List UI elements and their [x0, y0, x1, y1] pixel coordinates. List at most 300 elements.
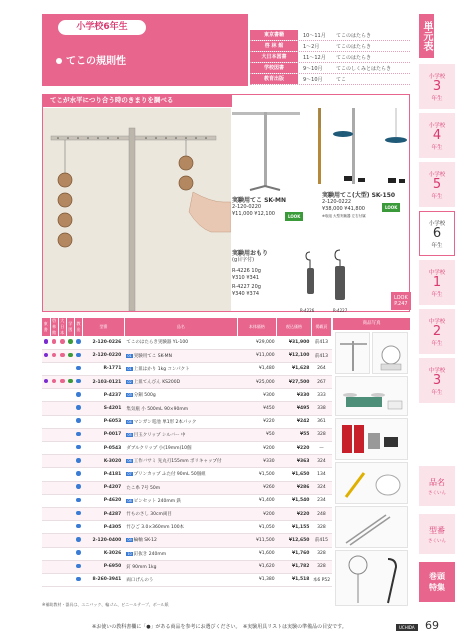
- publisher-months: 1〜2月: [303, 43, 320, 50]
- textbook-dot-cell: [50, 336, 58, 349]
- product-name: 上皿てんびん KS200D: [133, 380, 181, 386]
- product-price: ¥300: [237, 389, 276, 402]
- table-row: [42, 336, 332, 349]
- grade-number: 5: [432, 176, 442, 192]
- col-header: 教出: [74, 318, 82, 336]
- product-page: 328: [311, 547, 331, 560]
- photo-cell: [335, 506, 408, 548]
- product-code: P-4305: [83, 521, 125, 534]
- textbook-dot-cell: [42, 547, 50, 560]
- product-name-cell: [124, 560, 237, 573]
- product-tax-price: ¥330: [277, 389, 312, 402]
- textbook-dot-cell: [42, 455, 50, 468]
- product-price: ¥200: [237, 507, 276, 520]
- textbook-dot-cell: [42, 494, 50, 507]
- weights-info: [232, 250, 268, 298]
- textbook-dot-cell: [42, 362, 50, 375]
- publisher-name: 東京書籍: [250, 30, 298, 40]
- special-label-2: 特集: [429, 583, 445, 592]
- photo-lever-yl: [336, 333, 371, 375]
- lever-large-note: ※取組 大型実験器 左右付属: [322, 214, 366, 218]
- adoption-dot-icon: [76, 458, 81, 463]
- photo-number-tag: 01: [127, 366, 132, 371]
- textbook-dot-cell: [74, 402, 82, 415]
- product-page: 前413: [311, 336, 331, 349]
- product-price: ¥1,600: [237, 547, 276, 560]
- textbook-dot-cell: [66, 415, 74, 428]
- product-price: ¥200: [237, 442, 276, 455]
- publisher-row: [250, 30, 410, 41]
- look-badge-small[interactable]: LOOK: [285, 212, 303, 221]
- photo-cell: [335, 550, 408, 606]
- photo-number-tag: 02: [127, 380, 132, 385]
- product-price: ¥50: [237, 428, 276, 441]
- col-header: 大日本: [58, 318, 66, 336]
- textbook-dot-cell: [50, 507, 58, 520]
- lever-small-price: ¥11,000: [232, 211, 253, 217]
- look-page-badge[interactable]: [391, 292, 411, 310]
- textbook-dot-cell: [50, 389, 58, 402]
- publisher-months: 10〜11月: [303, 32, 326, 39]
- adoption-dot-icon: [60, 339, 65, 344]
- product-code: 8-260-3941: [83, 573, 125, 586]
- grade-suffix: 年生: [431, 291, 443, 298]
- publisher-months: 9〜10月: [303, 76, 323, 83]
- textbook-dot-cell: [42, 336, 50, 349]
- adoption-dot-icon: [68, 353, 73, 358]
- grade-number: 2: [432, 323, 442, 339]
- table-row: [42, 442, 332, 455]
- product-name-cell: [124, 573, 237, 586]
- photo-number-tag: 08: [127, 498, 132, 503]
- textbook-dot-cell: [42, 507, 50, 520]
- adoption-dot-icon: [76, 564, 81, 569]
- publisher-name: 大日本図書: [250, 52, 298, 62]
- product-code: P-0543: [83, 442, 125, 455]
- grade-level: 小学校: [428, 122, 446, 129]
- weight-photo-label-left: R-4226: [300, 308, 315, 313]
- product-page: 361: [311, 415, 331, 428]
- product-price: ¥1,400: [237, 494, 276, 507]
- publisher-schedule-table: [250, 30, 410, 85]
- grade-level: 小学校: [428, 171, 446, 178]
- photo-balance: [336, 377, 409, 417]
- grade-suffix: 年生: [431, 242, 443, 249]
- model-index-label: 型番: [429, 525, 445, 535]
- grade-level: 中学校: [428, 367, 446, 374]
- product-tax-price: ¥1,760: [277, 547, 312, 560]
- col-header: 税込価格: [277, 318, 312, 336]
- product-tax-price: ¥12,650: [277, 534, 312, 547]
- textbook-dot-cell: [74, 389, 82, 402]
- product-code: 2-103-0121: [83, 376, 125, 389]
- section-title-text: てこの規則性: [66, 56, 126, 67]
- photo-number-tag: 04: [127, 419, 132, 424]
- textbook-dot-cell: [66, 402, 74, 415]
- publisher-name: 学校図書: [250, 63, 298, 73]
- adoption-dot-icon: [68, 339, 73, 344]
- textbook-dot-cell: [74, 415, 82, 428]
- adoption-dot-icon: [76, 550, 81, 555]
- photo-scale: [373, 333, 409, 375]
- adoption-dot-icon: [76, 577, 81, 582]
- publisher-topic: てこ: [336, 76, 347, 83]
- product-page: 324: [311, 481, 331, 494]
- adoption-dot-icon: [76, 339, 81, 344]
- adoption-dot-icon: [52, 353, 57, 358]
- product-name: たこ糸 7号 50m: [126, 485, 161, 491]
- product-name: 竹ひご 3.0×360mm 100本: [126, 525, 185, 531]
- textbook-dot-cell: [58, 494, 66, 507]
- textbook-dot-cell: [66, 349, 74, 362]
- adoption-dot-icon: [76, 353, 81, 358]
- product-price: ¥330: [237, 455, 276, 468]
- adoption-dot-icon: [60, 379, 65, 384]
- grade-number: 3: [432, 78, 442, 94]
- photo-number-tag: 10: [127, 551, 132, 556]
- table-row: [42, 507, 332, 520]
- product-page: 134: [311, 468, 331, 481]
- textbook-dot-cell: [50, 547, 58, 560]
- grade-number: 1: [432, 274, 442, 290]
- sidebar-item-jhs-3[interactable]: [419, 358, 455, 403]
- textbook-dot-cell: [58, 521, 66, 534]
- sidebar-item-elem-4[interactable]: [419, 113, 455, 158]
- product-page: 本6 P52: [311, 573, 331, 586]
- look-page-label: LOOK: [394, 295, 408, 301]
- table-row: [42, 560, 332, 573]
- publisher-months: 9〜10月: [303, 65, 323, 72]
- publisher-row: [250, 52, 410, 63]
- product-tax-price: ¥220: [277, 507, 312, 520]
- product-code: K-3026: [83, 547, 125, 560]
- grade-suffix: 年生: [431, 193, 443, 200]
- textbook-dot-cell: [66, 376, 74, 389]
- product-name-cell: [124, 442, 237, 455]
- photo-cell: [335, 418, 408, 460]
- grade-sidebar: [419, 14, 455, 592]
- product-name-cell: [124, 415, 237, 428]
- photo-number-tag: 09: [127, 538, 132, 543]
- textbook-dot-cell: [42, 534, 50, 547]
- product-price: ¥11,000: [237, 349, 276, 362]
- lever-demo-photo: [43, 108, 231, 311]
- publisher-name: 啓 林 館: [250, 41, 298, 51]
- textbook-dot-cell: [74, 481, 82, 494]
- table-header-row: [42, 318, 332, 336]
- product-page: 267: [311, 376, 331, 389]
- grade-suffix: 年生: [431, 340, 443, 347]
- textbook-dot-cell: [66, 534, 74, 547]
- weight-r4227-tax: ¥374: [246, 291, 260, 297]
- textbook-dot-cell: [66, 481, 74, 494]
- product-name-cell: [124, 507, 237, 520]
- photo-tweezers: [336, 507, 409, 549]
- textbook-dot-cell: [74, 336, 82, 349]
- product-price: ¥11,500: [237, 534, 276, 547]
- adoption-dot-icon: [76, 445, 81, 450]
- sidebar-item-elem-6[interactable]: [419, 211, 455, 256]
- table-row: [42, 468, 332, 481]
- weight-r4227-code: R-4227: [232, 284, 250, 290]
- publisher-months: 11〜12月: [303, 54, 326, 61]
- textbook-dot-cell: [74, 349, 82, 362]
- textbook-dot-cell: [74, 442, 82, 455]
- table-row: [42, 521, 332, 534]
- sidebar-unit-table-link[interactable]: 単元表: [419, 14, 434, 58]
- product-code: P-6053: [83, 415, 125, 428]
- adoption-dot-icon: [76, 511, 81, 516]
- product-tax-price: ¥31,900: [277, 336, 312, 349]
- product-price: ¥29,000: [237, 336, 276, 349]
- grade-suffix: 年生: [431, 389, 443, 396]
- product-tax-price: ¥55: [277, 428, 312, 441]
- product-tax-price: ¥1,540: [277, 494, 312, 507]
- product-tax-price: ¥1,650: [277, 468, 312, 481]
- photo-number-tag: 06: [127, 459, 132, 464]
- product-name-cell: [124, 336, 237, 349]
- textbook-dot-cell: [58, 573, 66, 586]
- publisher-topic: てこのはたらき: [336, 32, 372, 39]
- grade-suffix: 年生: [431, 144, 443, 151]
- textbook-dot-cell: [42, 481, 50, 494]
- footer-note: ※お使いの教科書欄に「●」がある商品を参考にお選びください。 ※実験用具リストは実験の準備品の目安です。: [92, 624, 347, 630]
- adoption-dot-icon: [76, 471, 81, 476]
- product-code: 2-120-0220: [83, 349, 125, 362]
- textbook-dot-cell: [42, 389, 50, 402]
- photo-cell: [335, 462, 408, 504]
- textbook-dot-cell: [66, 507, 74, 520]
- adoption-dot-icon: [52, 379, 57, 384]
- textbook-dot-cell: [74, 534, 82, 547]
- product-price: ¥1,620: [237, 560, 276, 573]
- product-name: マンガン電池 単1形 2本パック: [133, 419, 197, 425]
- weight-photo-label-right: R-4227: [333, 308, 348, 313]
- product-page: 328: [311, 560, 331, 573]
- adoption-dot-icon: [76, 484, 81, 489]
- product-name-cell: [124, 481, 237, 494]
- lever-large-tax: ¥41,800: [344, 206, 365, 212]
- product-code: S-4201: [83, 402, 125, 415]
- product-code: R-1771: [83, 362, 125, 375]
- table-row: [42, 547, 332, 560]
- textbook-dot-cell: [50, 362, 58, 375]
- textbook-dot-cell: [74, 547, 82, 560]
- product-tax-price: ¥1,782: [277, 560, 312, 573]
- sidebar-model-index[interactable]: [419, 514, 455, 554]
- textbook-dot-cell: [50, 376, 58, 389]
- grade-suffix: 年生: [431, 95, 443, 102]
- textbook-dot-cell: [58, 389, 66, 402]
- product-page: 328: [311, 428, 331, 441]
- weights-title: 実験用おもり: [232, 250, 269, 257]
- photo-cell: [335, 332, 370, 374]
- photo-scissors-cup: [336, 463, 409, 505]
- special-label-1: 巻頭: [429, 572, 445, 581]
- product-price: ¥1,380: [237, 573, 276, 586]
- model-index-sub: さくいん: [428, 538, 446, 544]
- photo-number-tag: 05: [127, 432, 132, 437]
- product-price: ¥220: [237, 415, 276, 428]
- textbook-dot-cell: [66, 494, 74, 507]
- col-header: 東書: [42, 318, 50, 336]
- table-row: [42, 573, 332, 586]
- textbook-dot-cell: [58, 428, 66, 441]
- textbook-dot-cell: [50, 560, 58, 573]
- textbook-dot-cell: [42, 442, 50, 455]
- bullet-icon: [56, 58, 62, 64]
- product-name: 竹ものさし 30cm両目: [126, 512, 172, 518]
- product-name: 目玉クリップ シルバー 中: [133, 432, 186, 438]
- textbook-dot-cell: [50, 428, 58, 441]
- adoption-dot-icon: [76, 379, 81, 384]
- adoption-dot-icon: [44, 379, 49, 384]
- textbook-dot-cell: [58, 415, 66, 428]
- sidebar-name-index[interactable]: [419, 466, 455, 506]
- textbook-dot-cell: [66, 389, 74, 402]
- table-row: [42, 534, 332, 547]
- look-badge-large[interactable]: LOOK: [382, 203, 400, 212]
- product-code: P-6950: [83, 560, 125, 573]
- textbook-dot-cell: [74, 521, 82, 534]
- textbook-dot-cell: [66, 573, 74, 586]
- col-header: 本体価格: [237, 318, 276, 336]
- textbook-dot-cell: [74, 376, 82, 389]
- adoption-dot-icon: [76, 366, 81, 371]
- textbook-dot-cell: [58, 547, 66, 560]
- table-row: [42, 415, 332, 428]
- textbook-dot-cell: [58, 336, 66, 349]
- product-name: 集気瓶 小 500mL 90×90mm: [126, 406, 189, 412]
- lever-small-code: 2-120-0220: [232, 204, 262, 210]
- adoption-dot-icon: [76, 537, 81, 542]
- product-code: 2-120-0226: [83, 336, 125, 349]
- product-name-cell: [124, 455, 237, 468]
- product-price: ¥260: [237, 481, 276, 494]
- product-page: 324: [311, 455, 331, 468]
- textbook-dot-cell: [42, 428, 50, 441]
- textbook-dot-cell: [58, 376, 66, 389]
- textbook-dot-cell: [42, 521, 50, 534]
- textbook-dot-cell: [58, 481, 66, 494]
- publisher-topic: てこのしくみとはたらき: [336, 65, 392, 72]
- product-name: 両口げんのう: [126, 577, 154, 583]
- table-row: [42, 428, 332, 441]
- weight-hooks-illustration: [292, 248, 362, 308]
- sidebar-item-elem-5[interactable]: [419, 162, 455, 207]
- product-tax-price: ¥1,155: [277, 521, 312, 534]
- textbook-dot-cell: [58, 534, 66, 547]
- product-code: P-0017: [83, 428, 125, 441]
- product-name-cell: [124, 547, 237, 560]
- product-code: P-4620: [83, 494, 125, 507]
- weight-r4226-price: ¥310: [232, 275, 245, 281]
- photo-number-tag: 01: [127, 353, 132, 358]
- textbook-dot-cell: [66, 560, 74, 573]
- sidebar-item-jhs-2[interactable]: [419, 309, 455, 354]
- product-code: 2-120-0400: [83, 534, 125, 547]
- textbook-dot-cell: [50, 455, 58, 468]
- grade-level: 小学校: [428, 220, 446, 227]
- product-tax-price: ¥242: [277, 415, 312, 428]
- name-index-sub: さくいん: [428, 490, 446, 496]
- table-row: [42, 402, 332, 415]
- textbook-dot-cell: [50, 534, 58, 547]
- adoption-dot-icon: [76, 524, 81, 529]
- textbook-dot-cell: [66, 442, 74, 455]
- product-name-cell: [124, 349, 237, 362]
- textbook-dot-cell: [42, 349, 50, 362]
- textbook-dot-cell: [66, 336, 74, 349]
- product-page: 338: [311, 402, 331, 415]
- page-number: 69: [425, 619, 439, 632]
- product-tax-price: ¥495: [277, 402, 312, 415]
- lever-small-title: 実験用てこ SK-MN: [232, 197, 287, 204]
- lever-large-price: ¥38,000: [322, 206, 343, 212]
- textbook-dot-cell: [42, 376, 50, 389]
- product-price: ¥25,000: [237, 376, 276, 389]
- product-photos-column: [333, 318, 410, 606]
- photo-batteries: [336, 419, 409, 461]
- product-price: ¥1,480: [237, 362, 276, 375]
- textbook-dot-cell: [42, 573, 50, 586]
- table-row: [42, 389, 332, 402]
- product-price: ¥1,050: [237, 521, 276, 534]
- section-title: [56, 52, 126, 67]
- textbook-dot-cell: [50, 415, 58, 428]
- product-page: 前415: [311, 534, 331, 547]
- textbook-dot-cell: [50, 521, 58, 534]
- product-name-cell: [124, 494, 237, 507]
- table-row: [42, 494, 332, 507]
- lever-large-title: 実験用てこ(大型) SK-150: [322, 192, 396, 199]
- photo-wheel-axle: [336, 551, 409, 607]
- table-row: [42, 349, 332, 362]
- publisher-row: [250, 74, 410, 85]
- product-page: 264: [311, 362, 331, 375]
- product-page: 234: [311, 494, 331, 507]
- product-code: P-4237: [83, 389, 125, 402]
- grade-level: 小学校: [428, 73, 446, 80]
- textbook-dot-cell: [74, 455, 82, 468]
- sidebar-item-jhs-1[interactable]: [419, 260, 455, 305]
- textbook-dot-cell: [58, 402, 66, 415]
- photo-cell: [372, 332, 408, 374]
- photo-number-tag: 07: [127, 472, 132, 477]
- look-page-number: P.247: [394, 301, 408, 307]
- col-header: 型番: [83, 318, 125, 336]
- weights-subtitle: (g目字付): [232, 257, 255, 263]
- textbook-dot-cell: [50, 402, 58, 415]
- product-name: 実験用てこ SK-MN: [133, 353, 172, 359]
- textbook-dot-cell: [58, 362, 66, 375]
- sidebar-item-elem-3[interactable]: [419, 64, 455, 109]
- lever-small-tax: ¥12,100: [254, 211, 275, 217]
- textbook-dot-cell: [58, 349, 66, 362]
- textbook-dot-cell: [58, 560, 66, 573]
- sidebar-special-feature[interactable]: [419, 562, 455, 602]
- textbook-dot-cell: [66, 455, 74, 468]
- weight-r4226-mass: 10g: [251, 268, 261, 274]
- textbook-dot-cell: [42, 560, 50, 573]
- textbook-dot-cell: [74, 507, 82, 520]
- table-row: [42, 362, 332, 375]
- lever-small-info: [232, 197, 286, 218]
- col-header: 掲載頁: [311, 318, 331, 336]
- product-tax-price: ¥363: [277, 455, 312, 468]
- product-page: 前413: [311, 349, 331, 362]
- product-name-cell: [124, 376, 237, 389]
